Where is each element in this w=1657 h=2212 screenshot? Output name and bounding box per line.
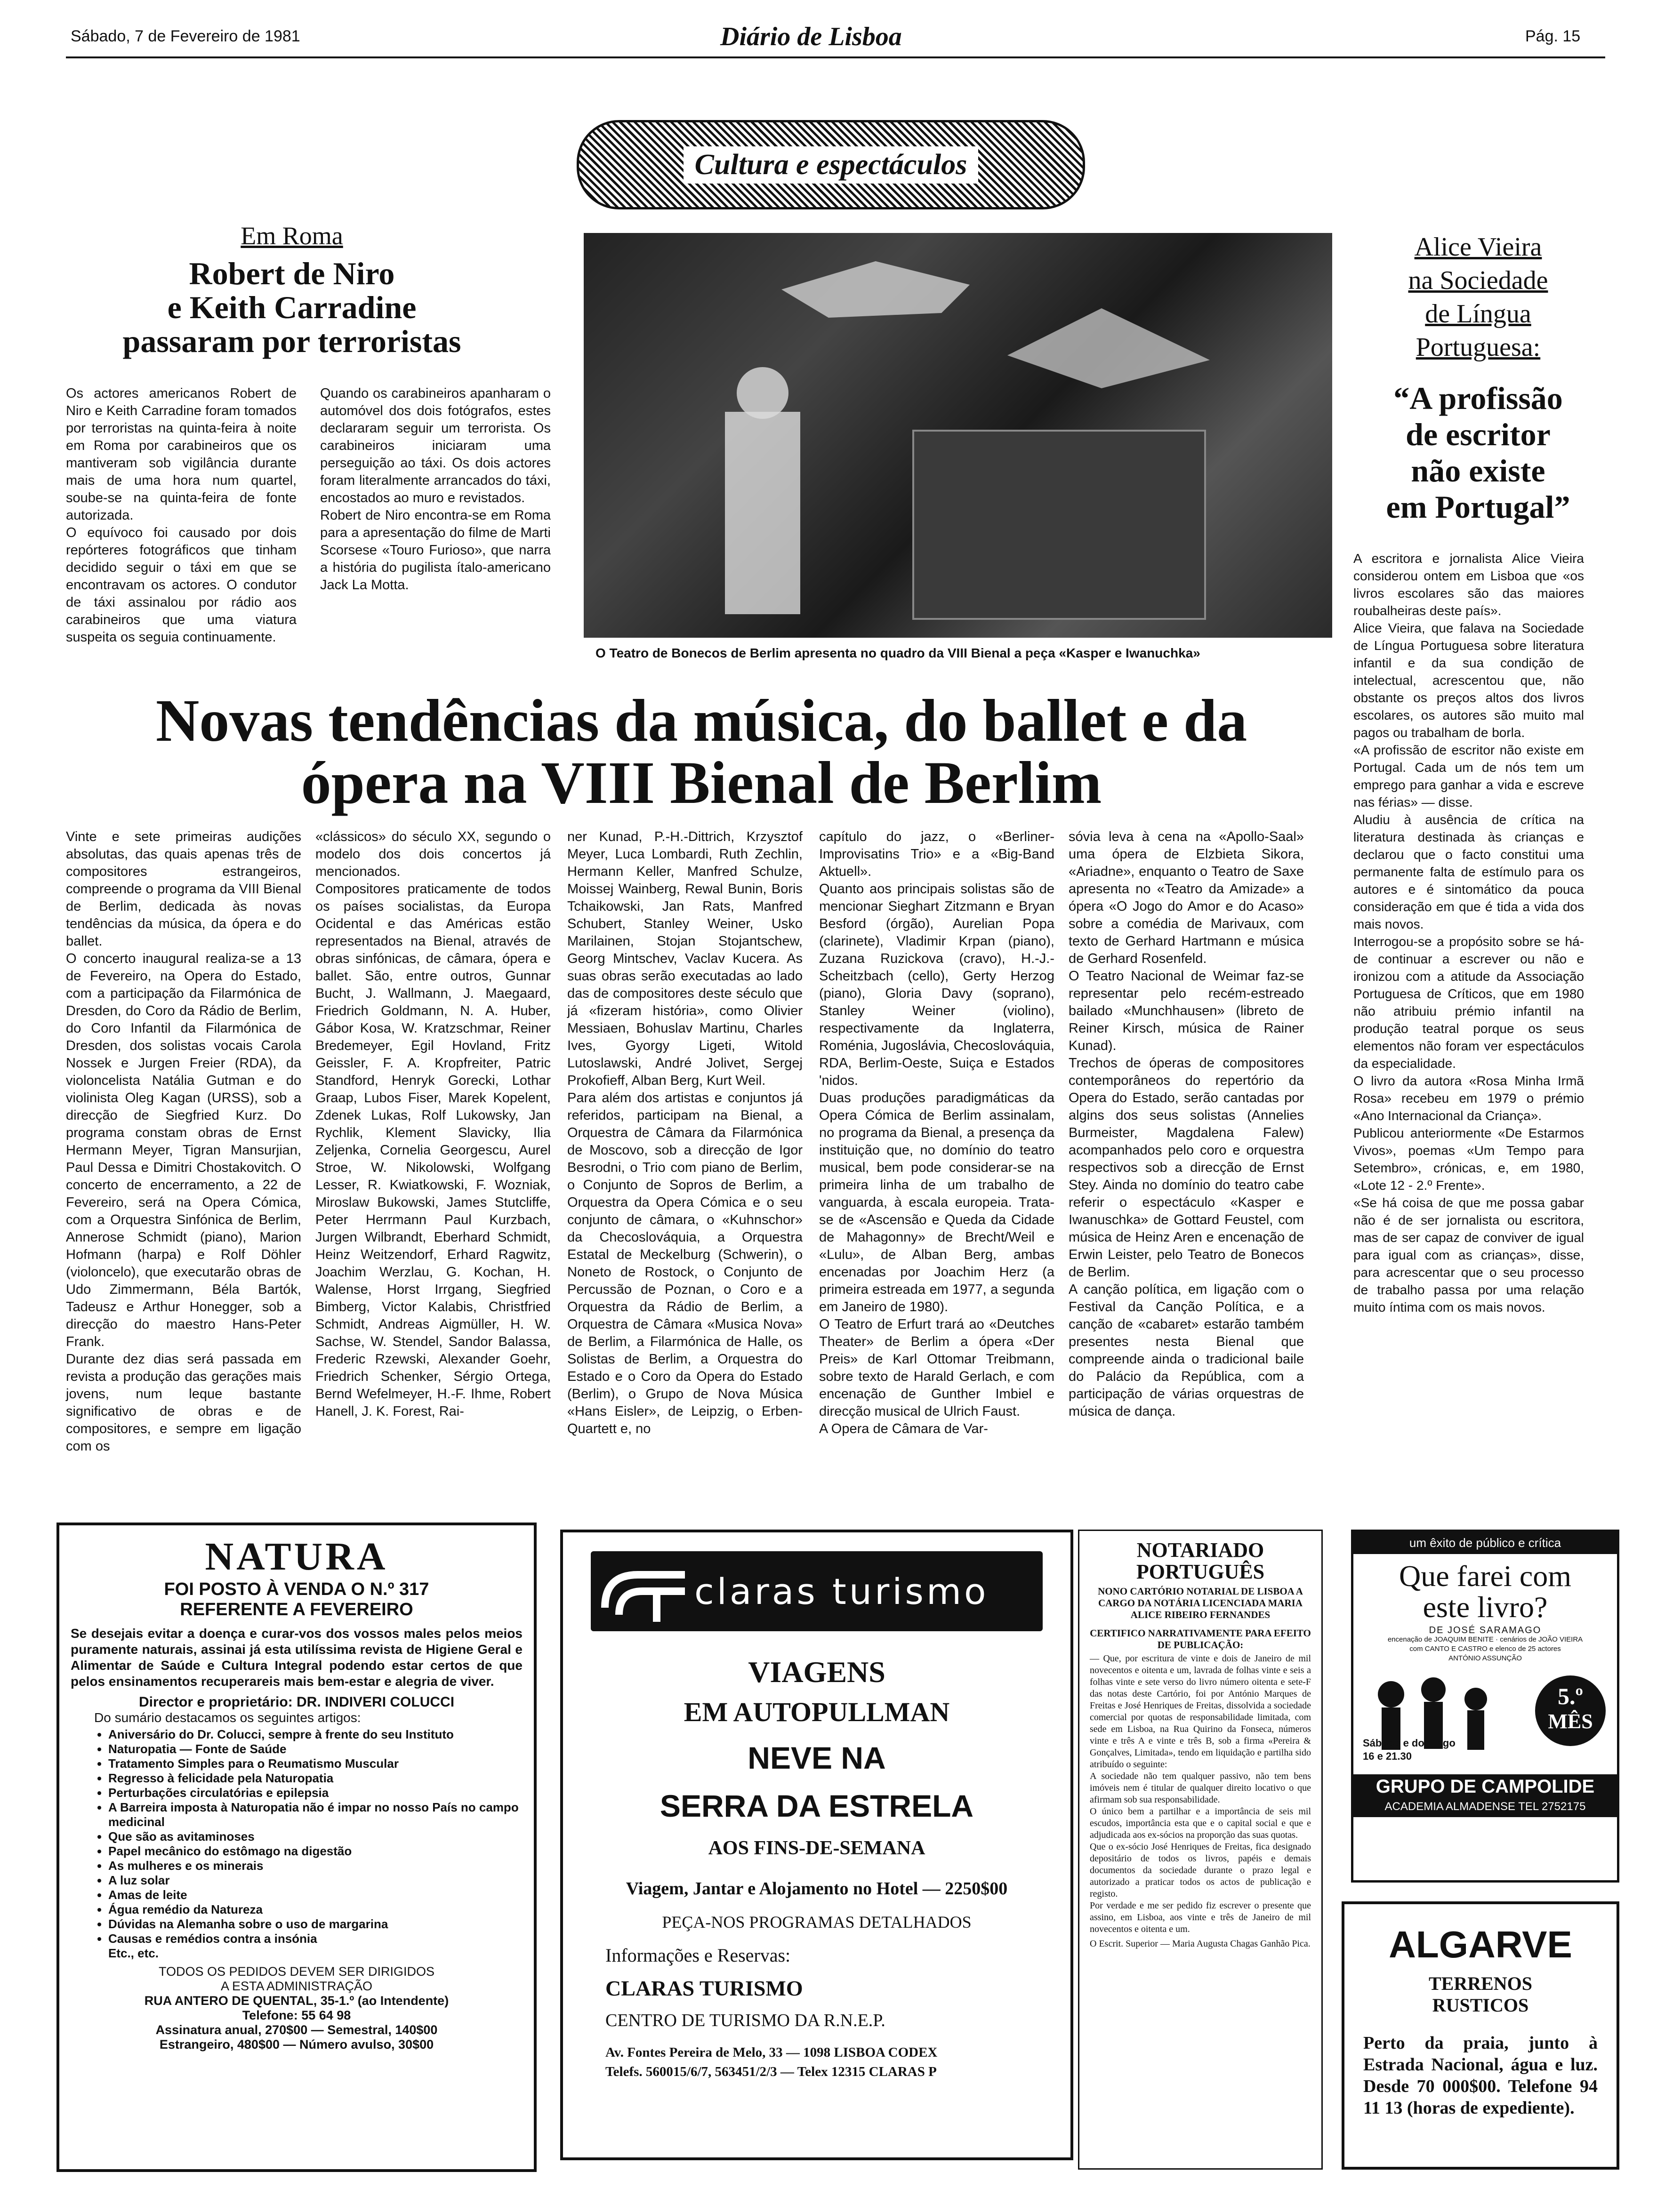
notariado-body: — Que, por escritura de vinte e dois de Janeiro de mil novecentos e oitenta e um, lavrada de folhas vinte e seis a folhas vinte e sete verso do livro número oitenta e sete-F das notas deste Cartório, foi por António Marques de Freitas e José Henriques de Freitas, dissolvida a sociedade comercial por quotas de responsabilidade limitada, com sede em Lisboa, na Rua Quirino da Fonseca, números vinte e três A e vinte e três B, sob a firma «Pereira & Gonçalves, Limitada», tendo em liquidação e partilha sido atribuído o seguinte: A sociedade não tem qualquer passivo, não tem bens imóveis nem é titular de qualquer direito locativo o que afirmam sob sua responsabilidade. O único bem a partilhar e a importância de seis mil escudos, importância esta que e o capital social e que e adjudicada aos ex-sócios na proporção das suas quotas. Que o ex-sócio José Henriques de Freitas, fica designado depositário de todos os livros, papéis e demais documentos da sociedade durante o prazo legal e autorizado a praticar todos os actos de publicação e registo. Por verdade e me ser pedido fiz escrever o presente que assino, em Lisboa, aos vinte e três de Janeiro de mil novecentos e oitenta e um. [1090, 1653, 1311, 1934]
claras-line: VIAGENS [748, 1655, 885, 1689]
natura-subtitle: REFERENTE A FEVEREIRO [180, 1600, 413, 1619]
claras-logo-text: claras turismo [694, 1570, 989, 1612]
teatro-title-line: Que farei com [1399, 1559, 1572, 1593]
list-item: • Dúvidas na Alemanha sobre o uso de margarina [108, 1917, 523, 1931]
notariado-signature: O Escrit. Superior — Maria Augusta Chagas Ganhão Pica. [1090, 1939, 1311, 1949]
header-rule [66, 56, 1605, 58]
page-date: Sábado, 7 de Fevereiro de 1981 [71, 27, 300, 45]
claras-line: Informações e Reservas: [605, 1945, 791, 1966]
natura-director: Director e proprietário: DR. INDIVERI COLUCCI [138, 1694, 455, 1710]
roma-headline-line: Robert de Niro [189, 256, 395, 291]
vieira-kicker-line: Portuguesa: [1416, 333, 1541, 362]
list-item: • Aniversário do Dr. Colucci, sempre à frente do seu Instituto [108, 1727, 523, 1742]
bienal-headline [56, 689, 1346, 814]
teatro-ad [1351, 1530, 1619, 1883]
roma-column-2: Quando os carabineiros apanharam o automóvel dos dois fotógrafos, estes declararam seguir um terrorista. Os carabineiros iniciaram uma perseguição ao táxi. Os dois actores foram literalmente arrancados do táxi, encostados ao muro e revistados. Robert de Niro encontra-se em Roma para a apresentação do filme de Marti Scorsese «Touro Furioso», que narra a história do pugilista ítalo-americano Jack La Motta. [320, 386, 551, 593]
teatro-title [1353, 1561, 1617, 1623]
teatro-credit: encenação de JOAQUIM BENITE · cenários de JOÃO VIEIRA [1387, 1635, 1583, 1643]
natura-footer-line: RUA ANTERO DE QUENTAL, 35-1.º (ao Intendente) [144, 1994, 449, 2008]
list-item: • Regresso à felicidade pela Naturopatia [108, 1771, 523, 1786]
section-title: Cultura e espectáculos [684, 146, 979, 184]
bienal-column-5: sóvia leva à cena na «Apollo-Saal» uma ópera de Elzbieta Sikora, «Ariadne», enquanto o Teatro de Saxe apresenta no «Teatro da Amizade» a ópera «O Jogo do Amor e do Acaso» sobre a comédia de Marivaux, com texto de Gerhard Hartmann e música de Gerhard Rosenfeld. O Teatro Nacional de Weimar faz-se representar pelo recém-estreado bailado «Munchhausen» (libreto de Reiner Kirsch, música de Rainer Kunad). Trechos de óperas de compositores contemporâneos do repertório da Opera do Estado, serão cantadas por algins dos seus solistas (Annelies Burmeister, Magdalena Falew) acompanhados pelo coro e orquestra respectivos sob a direcção de Ernst Stey. Ainda no domínio do teatro cabe referir o espectáculo «Kasper e Iwanuschka» de Gottard Feustel, com música de Heinz Aren e encenação de Erwin Leister, pelo Teatro de Bonecos de Berlim. A canção política, em ligação com o Festival da Canção Política, e a canção de «cabaret» estarão também presentes nesta Bienal que compreende ainda o tradicional baile do Palácio da República, com a participação de várias orquestras de música de dança. [1069, 829, 1304, 1419]
list-item: • Perturbações circulatórias e epilepsia [108, 1786, 523, 1800]
vieira-kicker-line: de Língua [1425, 299, 1531, 329]
notariado-title-line: PORTUGUÊS [1136, 1560, 1265, 1583]
natura-ad [56, 1523, 537, 2172]
bienal-headline-line: ópera na VIII Bienal de Berlim [301, 749, 1102, 816]
list-item: • Água remédio da Natureza [108, 1902, 523, 1917]
teatro-banner: um êxito de público e crítica [1353, 1532, 1617, 1554]
list-item: Etc., etc. [108, 1946, 159, 1960]
bienal-column-3: ner Kunad, P.-H.-Dittrich, Krzysztof Meyer, Luca Lombardi, Ruth Zechlin, Hermann Keller, Manfred Schulze, Moissej Wainberg, Rewal Bunin, Boris Tchaikowski, Jan Rats, Manfred Schubert, Stanley Weiner, Usko Marilainen, Stojan Stojantschew, Georg Mintschev, Vaclav Kucera. As suas obras serão executadas ao lado das de compositores deste século que já «fizeram história», como Olivier Messiaen, Bohuslav Martinu, Charles Ives, Gyorgy Ligeti, Witold Lutoslawski, André Jolivet, Sergej Prokofieff, Alban Berg, Kurt Weil. Para além dos artistas e conjuntos já referidos, participam na Bienal, a Orquestra de Câmara da Filarmónica de Moscovo, sob a direcção de Igor Besrodni, o Trio com piano de Berlim, o Conjunto de Sopros de Berlim, a Orquestra da Opera Cómica e o seu conjunto de câmara, o «Kuhnschor» da Checoslováquia, a Orquestra Estatal de Meckelburg (Schwerin), o Noneto de Rostock, o Conjunto de Percussão de Poznan, o Coro e a Orquestra da Rádio de Berlim, a Orquestra de Câmara «Musica Nova» de Berlim, a Filarmónica de Halle, os Solistas de Berlim, a Orquestra do Estado e o Coro da Opera do Estado (Berlim), o Grupo de Nova Música «Hans Eisler», de Leipzig, o Erben-Quartett e, no [567, 829, 803, 1436]
algarve-body: Perto da praia, junto à Estrada Nacional, água e luz. Desde 70 000$00. Telefone 94 11 13 (horas de expediente). [1363, 2033, 1598, 2118]
list-item: • A Barreira imposta à Naturopatia não é impar no nosso País no campo medicinal [108, 1800, 523, 1829]
claras-turismo-ad [560, 1530, 1073, 2160]
roma-headline-line: passaram por terroristas [122, 323, 461, 359]
bienal-column-1: Vinte e sete primeiras audições absolutas, das quais apenas três de compositores estrangeiros, compreende o programa da VIII Bienal de Berlim, dedicada às novas tendências da música, da ópera e do ballet. O concerto inaugural realiza-se a 13 de Fevereiro, na Opera do Estado, com a participação da Filarmónica de Dresden, do Coro da Rádio de Berlim, do Coro Infantil da Filarmónica de Dresden, dos solistas vocais Carola Nossek e Jurgen Freier (RDA), da violoncelista Natália Gutman e do violinista Oleg Kagan (URSS), sob a direcção de Siegfried Kurz. Do programa constam obras de Ernst Hermann Meyer, Tigran Mansurjian, Paul Dessa e Dimitri Chostakovitch. O concerto de encerramento, a 22 de Fevereiro, será na Opera Cómica, com a Orquestra Sinfónica de Berlim, Annerose Schmidt (piano), Marion Hofmann (harpa) e Rolf Döhler (violoncelo), que executarão obras de Udo Zimmermann, Béla Bartók, Tadeusz e Arthur Honegger, sob a direcção do maestro Hans-Peter Frank. Durante dez dias será passada em revista a produção das gerações mais jovens, num leque bastante significativo de obras e de compositores, e sempre em ligação com os [66, 829, 301, 1454]
notariado-cert: CERTIFICO NARRATIVAMENTE PARA EFEITO DE PUBLICAÇÃO: [1090, 1627, 1311, 1651]
claras-line: CENTRO DE TURISMO DA R.N.E.P. [605, 2011, 885, 2030]
page-number: Pág. 15 [1525, 27, 1581, 45]
list-item: • As mulheres e os minerais [108, 1859, 523, 1873]
claras-line: CLARAS TURISMO [605, 1976, 803, 2000]
teatro-date-line: 16 e 21.30 [1363, 1750, 1412, 1762]
section-banner [577, 120, 1085, 209]
teatro-date-line: Sábado e domingo [1363, 1737, 1456, 1749]
month-label: MÊS [1548, 1710, 1593, 1733]
notariado-office: NONO CARTÓRIO NOTARIAL DE LISBOA A CARGO DA NOTÁRIA LICENCIADA MARIA ALICE RIBEIRO FERNANDES [1098, 1586, 1303, 1620]
puppet-scene-image [584, 233, 1332, 638]
claras-line: Viagem, Jantar e Alojamento no Hotel — 2250$00 [626, 1879, 1008, 1899]
teatro-title-line: este livro? [1423, 1590, 1548, 1624]
algarve-ad [1342, 1901, 1619, 2170]
month-badge [1535, 1675, 1606, 1746]
claras-line: PEÇA-NOS PROGRAMAS DETALHADOS [662, 1913, 972, 1931]
vieira-kicker-line: na Sociedade [1408, 266, 1548, 295]
natura-footer-line: Assinatura anual, 270$00 — Semestral, 140$00 [155, 2023, 438, 2037]
teatro-dates [1363, 1737, 1456, 1763]
teatro-credit: ANTÓNIO ASSUNÇÃO [1448, 1654, 1522, 1662]
claras-logo-bar [591, 1551, 1043, 1631]
natura-footer-line: TODOS OS PEDIDOS DEVEM SER DIRIGIDOS [158, 1964, 435, 1979]
claras-line: SERRA DA ESTRELA [660, 1788, 974, 1823]
vieira-headline [1346, 380, 1610, 525]
teatro-credits [1353, 1626, 1617, 1663]
vieira-headline-line: “A profissão [1393, 380, 1563, 416]
list-item: • Amas de leite [108, 1888, 523, 1902]
algarve-title: ALGARVE [1389, 1923, 1572, 1965]
vieira-headline-line: não existe [1411, 453, 1545, 489]
roma-column-1: Os actores americanos Robert de Niro e Keith Carradine foram tomados por terroristas na quinta-feira à noite em Roma por carabineiros que os mantiveram sob vigilância durante mais de uma hora num quartel, soube-se na quinta-feira de fonte autorizada. O equívoco foi causado por dois repórteres fotográficos que tinham decidido seguir o táxi em que se encontravam os actores. O condutor de táxi assinalou por rádio aos carabineiros que uma viatura suspeita os seguia continuamente. [66, 386, 297, 645]
list-item: • Causas e remédios contra a insónia [108, 1931, 523, 1946]
bienal-column-2: «clássicos» do século XX, segundo o modelo dos dois concertos já mencionados. Compositores praticamente de todos os países socialistas, da Europa Ocidental e das Américas estão representados na Bienal, através de obras sinfónicas, de câmara, ópera e ballet. São, entre outros, Gunnar Bucht, J. Wallmann, J. Maegaard, Friedrich Goldmann, N. A. Huber, Gábor Kosa, W. Kratzschmar, Reiner Bredemeyer, Egil Hovland, Fritz Geissler, F. A. Kropfreiter, Patric Standford, Henryk Gorecki, Lothar Graap, Lubos Fiser, Marek Kopelent, Zdenek Lukas, Rolf Lukowsky, Jan Rychlik, Klement Slavicky, Ilia Zeljenka, Cornelia Georgescu, Aurel Stroe, W. Nikolowski, Wolfgang Lesser, R. Kwiatkowski, F. Wozniak, Miroslaw Bukowski, James Stutcliffe, Peter Herrmann Paul Kurzbach, Jurgen Wilbrandt, Eberhard Schmidt, Heinz Weitzendorf, Erhard Ragwitz, Joachim Werzlau, G. Kochan, H. Walense, Horst Irrgang, Siegfried Bimberg, Victor Kalabis, Christfried Schmidt, Andreas Aigmüller, H. W. Sachse, W. Stendel, Sandor Balassa, Frederic Rzewski, Alexander Goehr, Friedrich Schenker, Sérgio Ortega, Bernd Wefelmeyer, H.-F. Ihme, Robert Hanell, J. K. Forest, Rai- [315, 829, 551, 1419]
algarve-subtitle-line: RUSTICOS [1432, 1995, 1529, 2016]
month-number: 5.º [1557, 1683, 1583, 1709]
natura-footer-line: Estrangeiro, 480$00 — Número avulso, 30$00 [159, 2037, 434, 2052]
algarve-subtitle-line: TERRENOS [1428, 1973, 1533, 1994]
notariado-title-line: NOTARIADO [1136, 1539, 1264, 1562]
photo-caption: O Teatro de Bonecos de Berlim apresenta no quadro da VIII Bienal a peça «Kasper e Iwanuchka» [595, 646, 1200, 660]
roma-headline [56, 256, 527, 358]
list-item: • Papel mecânico do estômago na digestão [108, 1844, 523, 1859]
natura-footer-line: A ESTA ADMINISTRAÇÃO [220, 1979, 373, 1993]
natura-footer-line: Telefone: 55 64 98 [242, 2008, 351, 2022]
claras-line: NEVE NA [748, 1740, 886, 1775]
algarve-subtitle [1344, 1973, 1617, 2016]
teatro-venue: ACADEMIA ALMADENSE TEL 2752175 [1353, 1799, 1617, 1817]
natura-title: NATURA [205, 1535, 388, 1579]
list-item: • Tratamento Simples para o Reumatismo Muscular [108, 1756, 523, 1771]
claras-line: Av. Fontes Pereira de Melo, 33 — 1098 LISBOA CODEX [605, 2045, 938, 2060]
claras-line: EM AUTOPULLMAN [684, 1697, 950, 1727]
list-item: • Que são as avitaminoses [108, 1829, 523, 1844]
natura-subtitle: FOI POSTO À VENDA O N.º 317 [164, 1579, 429, 1599]
bienal-headline-line: Novas tendências da música, do ballet e da [155, 687, 1247, 754]
teatro-credit: com CANTO E CASTRO e elenco de 25 actores [1409, 1645, 1561, 1653]
vieira-headline-line: de escritor [1406, 417, 1551, 452]
theatre-photo [584, 233, 1332, 638]
natura-article-list [71, 1727, 523, 1961]
vieira-kicker [1346, 231, 1610, 364]
teatro-group: GRUPO DE CAMPOLIDE [1353, 1774, 1617, 1799]
bienal-column-4: capítulo do jazz, o «Berliner-Improvisatins Trio» e a «Big-Band Aktuell». Quanto aos principais solistas são de mencionar Sieghart Zitzmann e Bryan Besford (órgão), Aurelian Popa (clarinete), Vladimir Krpan (piano), Zuzana Ruzickova (cravo), H.-J.-Scheitzbach (cello), Gerty Herzog (piano), Gloria Davy (soprano), Stanley Weiner (violino), respectivamente da Inglaterra, Roménia, Jugoslávia, Checoslováquia, RDA, Berlim-Oeste, Suiça e Estados 'nidos. Duas produções paradigmáticas da Opera Cómica de Berlim assinalam, no programa da Bienal, a presença da instituição que, no domínio do teatro musical, bem pode considerar-se na primeira linha de um trabalho de vanguarda, à escala europeia. Trata-se de «Ascensão e Queda da Cidade de Mahagonny» de Brecht/Weil e «Lulu», de Alban Berg, ambas encenadas por Joachim Herz (a primeira estreada em 1977, a segunda em Janeiro de 1980). O Teatro de Erfurt trará ao «Deutches Theater» de Berlim a ópera «Der Preis» de Karl Ottomar Treibmann, sobre texto de Harald Gerlach, e com encenação de Gunther Imbiel e direcção musical de Ulrich Faust. A Opera de Câmara de Var- [819, 829, 1054, 1436]
list-item: • Naturopatia — Fonte de Saúde [108, 1742, 523, 1756]
teatro-credit: DE JOSÉ SARAMAGO [1429, 1625, 1542, 1635]
vieira-body: A escritora e jornalista Alice Vieira considerou ontem em Lisboa que «os livros escolares são das maiores roubalheiras deste país». Alice Vieira, que falava na Sociedade de Língua Portuguesa sobre literatura infantil e da sua condição de intelectual, acrescentou que, não obstante os preços altos dos livros escolares, os autores são muito mal pagos ou trabalham de borla. «A profissão de escritor não existe em Portugal. Cada um de nós tem um emprego para ganhar a vida e escreve nas férias» — disse. Aludiu à ausência de crítica na literatura destinada às crianças e declarou que o facto constitui uma permanente falta de estímulo para os autores e é sintomático da pouca consideração em que é tida a vida dos mais novos. Interrogou-se a propósito sobre se há-de continuar a escrever ou não e ironizou com a atitude da Associação Portuguesa de Críticos, que em 1980 não atribuiu prémio infantil na produção teatral porque os seus elementos não foram ver espectáculos da especialidade. O livro da autora «Rosa Minha Irmã Rosa» recebeu em 1979 o prémio «Ano Internacional da Criança». Publicou anteriormente «De Estarmos Vivos», poemas «Um Tempo para Setembro», crónicas, e, em 1980, «Lote 12 - 2.º Frente». «Se há coisa de que me possa gabar não é de ser jornalista ou escritora, mas de ser capaz de conviver de igual para igual com as crianças», disse, para acrescentar que o seu processo de trabalho passa por uma relação muito íntima com os mais novos. [1353, 551, 1584, 1314]
notariado-notice [1078, 1530, 1323, 2170]
vieira-kicker-line: Alice Vieira [1414, 232, 1542, 262]
vieira-headline-line: em Portugal” [1386, 489, 1570, 525]
natura-summary-label: Do sumário destacamos os seguintes artigos: [94, 1710, 361, 1725]
list-item: • A luz solar [108, 1873, 523, 1888]
claras-line: Telefs. 560015/6/7, 563451/2/3 — Telex 12315 CLARAS P [605, 2064, 937, 2079]
roma-kicker: Em Roma [241, 222, 343, 250]
roma-headline-line: e Keith Carradine [167, 289, 417, 325]
natura-footer [71, 1964, 523, 2052]
claras-line: AOS FINS-DE-SEMANA [708, 1837, 925, 1859]
teatro-art [1353, 1666, 1617, 1774]
notariado-title [1090, 1539, 1311, 1583]
masthead: Diário de Lisboa [720, 22, 902, 51]
natura-intro: Se desejais evitar a doença e curar-vos dos vossos males pelos meios puramente naturais, assinai já esta utilíssima revista de Higiene Geral e Alimentar de Saúde e Cultura Integral podendo estar certos de que pelos ensinamentos recuperareis mais bem-estar e alegria de viver. [71, 1626, 523, 1689]
claras-logo-icon [591, 1556, 694, 1627]
